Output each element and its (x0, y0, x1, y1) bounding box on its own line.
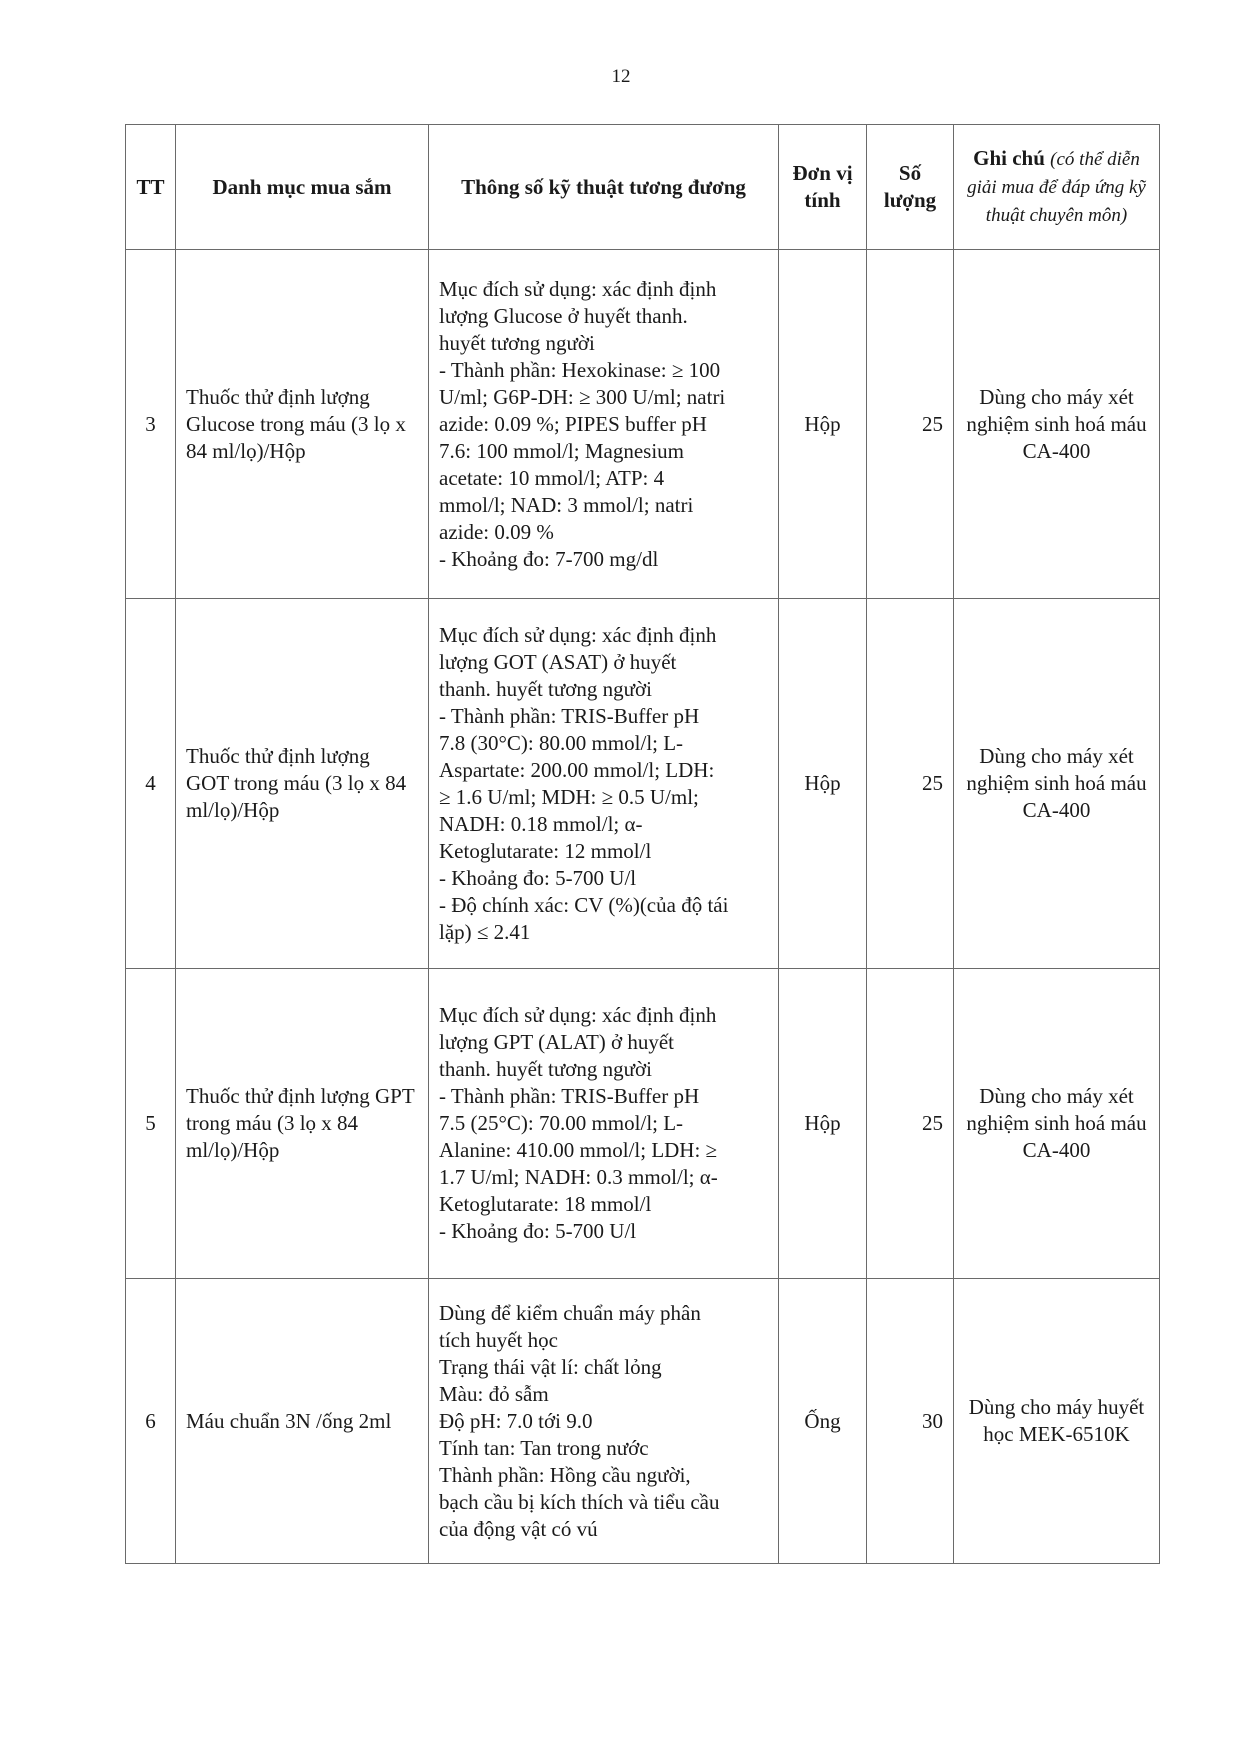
cell-unit: Hộp (779, 599, 867, 969)
header-qty: Số lượng (867, 125, 954, 250)
spec-line: Độ pH: 7.0 tới 9.0 (439, 1408, 593, 1433)
spec-line: Thành phần: Hồng cầu người, (439, 1462, 691, 1487)
cell-tt: 5 (126, 969, 176, 1279)
spec-line: Alanine: 410.00 mmol/l; LDH: ≥ (439, 1138, 718, 1162)
spec-line: thanh. huyết tương người (439, 1057, 652, 1081)
header-spec: Thông số kỹ thuật tương đương (429, 125, 779, 250)
spec-line: - Thành phần: TRIS-Buffer pH (439, 1084, 700, 1108)
spec-line: 7.5 (25°C): 70.00 mmol/l; L- (439, 1111, 684, 1135)
procurement-table (125, 124, 1160, 1564)
spec-line: lượng GPT (ALAT) ở huyết (439, 1030, 675, 1054)
cell-qty: 25 (867, 969, 954, 1279)
cell-tt: 3 (126, 250, 176, 599)
table-row (126, 250, 1160, 599)
spec-line: Màu: đỏ sẫm (439, 1381, 549, 1406)
cell-item-name: Thuốc thử định lượng GPT trong máu (3 lọ x 84 ml/lọ)/Hộp (176, 969, 429, 1279)
spec-line: Mục đích sử dụng: xác định định (439, 276, 717, 301)
spec-line: lượng Glucose ở huyết thanh. (439, 303, 688, 328)
spec-line: Mục đích sử dụng: xác định định (439, 622, 717, 647)
cell-unit: Ống (779, 1279, 867, 1564)
cell-note: Dùng cho máy xét nghiệm sinh hoá máu CA-400 (954, 969, 1160, 1279)
page-number: 12 (611, 66, 631, 87)
header-note (954, 125, 1160, 250)
spec-line: mmol/l; NAD: 3 mmol/l; natri (439, 492, 694, 517)
spec-line: ≥ 1.6 U/ml; MDH: ≥ 0.5 U/ml; (439, 784, 699, 809)
spec-line: 1.7 U/ml; NADH: 0.3 mmol/l; α- (439, 1165, 718, 1189)
cell-unit: Hộp (779, 250, 867, 599)
cell-spec (429, 599, 779, 969)
spec-line: của động vật có vú (439, 1516, 598, 1541)
cell-spec (429, 1279, 779, 1564)
table-row (126, 599, 1160, 969)
spec-line: - Khoảng đo: 7-700 mg/dl (439, 546, 659, 571)
header-unit: Đơn vị tính (779, 125, 867, 250)
spec-line: NADH: 0.18 mmol/l; α- (439, 811, 643, 836)
cell-tt: 6 (126, 1279, 176, 1564)
spec-line: lặp) ≤ 2.41 (439, 919, 531, 944)
spec-line: Aspartate: 200.00 mmol/l; LDH: (439, 757, 715, 782)
spec-line: azide: 0.09 % (439, 519, 554, 544)
spec-line: Ketoglutarate: 18 mmol/l (439, 1192, 652, 1216)
spec-line: - Khoảng đo: 5-700 U/l (439, 865, 637, 890)
cell-tt: 4 (126, 599, 176, 969)
cell-item-name: Máu chuẩn 3N /ống 2ml (176, 1279, 429, 1564)
spec-line: azide: 0.09 %; PIPES buffer pH (439, 411, 707, 436)
spec-line: Mục đích sử dụng: xác định định (439, 1003, 717, 1027)
table-row (126, 969, 1160, 1279)
spec-line: 7.8 (30°C): 80.00 mmol/l; L- (439, 730, 684, 755)
spec-line: Dùng để kiểm chuẩn máy phân (439, 1300, 701, 1325)
spec-line: - Độ chính xác: CV (%)(của độ tái (439, 892, 729, 917)
spec-line: - Thành phần: Hexokinase: ≥ 100 (439, 357, 721, 382)
spec-line: bạch cầu bị kích thích và tiểu cầu (439, 1489, 720, 1514)
header-item: Danh mục mua sắm (176, 125, 429, 250)
cell-note: Dùng cho máy xét nghiệm sinh hoá máu CA-400 (954, 250, 1160, 599)
table-row (126, 1279, 1160, 1564)
cell-note: Dùng cho máy xét nghiệm sinh hoá máu CA-400 (954, 599, 1160, 969)
spec-line: tích huyết học (439, 1327, 558, 1352)
cell-qty: 25 (867, 599, 954, 969)
cell-qty: 25 (867, 250, 954, 599)
spec-line: Trạng thái vật lí: chất lỏng (439, 1354, 662, 1379)
spec-line: lượng GOT (ASAT) ở huyết (439, 649, 677, 674)
spec-line: Ketoglutarate: 12 mmol/l (439, 838, 652, 863)
spec-line: - Thành phần: TRIS-Buffer pH (439, 703, 700, 728)
cell-item-name: Thuốc thử định lượng GOT trong máu (3 lọ x 84 ml/lọ)/Hộp (176, 599, 429, 969)
spec-line: Tính tan: Tan trong nước (439, 1435, 649, 1460)
cell-note: Dùng cho máy huyết học MEK-6510K (954, 1279, 1160, 1564)
spec-line: huyết tương người (439, 330, 595, 355)
cell-item-name: Thuốc thử định lượng Glucose trong máu (3 lọ x 84 ml/lọ)/Hộp (176, 250, 429, 599)
spec-line: - Khoảng đo: 5-700 U/l (439, 1219, 637, 1243)
cell-unit: Hộp (779, 969, 867, 1279)
header-tt: TT (126, 125, 176, 250)
header-note-italic: (có thể diễn giải mua để đáp ứng kỹ thuật chuyên môn) (967, 149, 1146, 226)
header-note-bold: Ghi chú (973, 146, 1045, 170)
spec-line: acetate: 10 mmol/l; ATP: 4 (439, 465, 665, 490)
spec-line: 7.6: 100 mmol/l; Magnesium (439, 438, 684, 463)
spec-line: thanh. huyết tương người (439, 676, 652, 701)
cell-spec (429, 250, 779, 599)
spec-line: U/ml; G6P-DH: ≥ 300 U/ml; natri (439, 384, 726, 409)
cell-spec (429, 969, 779, 1279)
table-header-row (126, 125, 1160, 250)
cell-qty: 30 (867, 1279, 954, 1564)
